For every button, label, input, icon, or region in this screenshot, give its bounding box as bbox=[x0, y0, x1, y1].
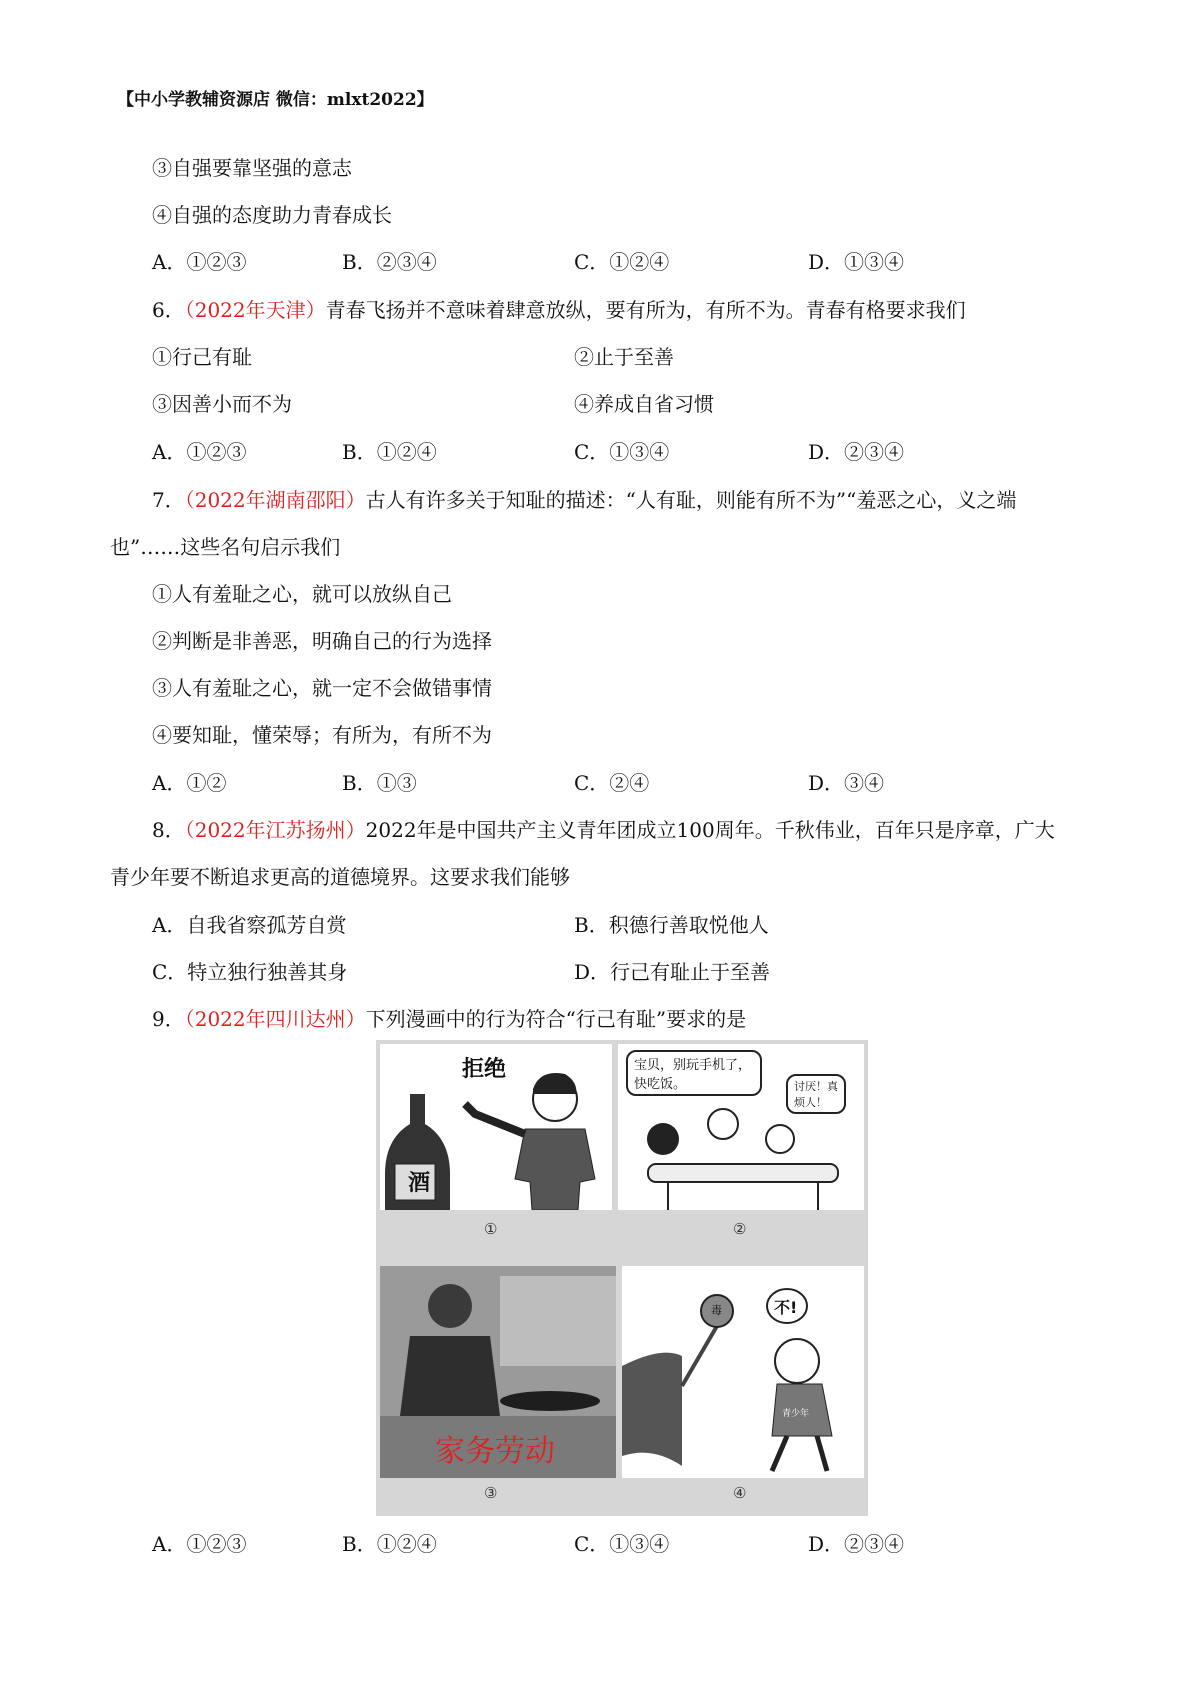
panel-label-4: ④ bbox=[733, 1484, 747, 1502]
q7-option-c: C．②④ bbox=[574, 771, 650, 795]
teen-shirt-label: 青少年 bbox=[782, 1409, 810, 1419]
q7-item-4: ④要知耻，懂荣辱；有所为，有所不为 bbox=[152, 723, 492, 747]
parent-speech-bubble: 宝贝，别玩手机了，快吃饭。 bbox=[626, 1050, 762, 1096]
refuse-drugs-illustration bbox=[622, 1266, 864, 1478]
q6-option-d: D．②③④ bbox=[808, 440, 905, 464]
q6-option-a: A．①②③ bbox=[152, 440, 247, 464]
q9-option-c: C．①③④ bbox=[574, 1532, 670, 1556]
q9-number: 9． bbox=[152, 1007, 185, 1031]
q8-stem-1: 2022年是中国共产主义青年团成立100周年。千秋伟业，百年只是序章，广大 bbox=[365, 818, 1055, 842]
q6-source: （2022年天津） bbox=[184, 298, 326, 322]
comic-panel-2 bbox=[618, 1044, 864, 1210]
q6-item-4: ④养成自省习惯 bbox=[574, 392, 714, 416]
q6-item-3: ③因善小而不为 bbox=[152, 392, 292, 416]
q7-stem-1: 古人有许多关于知耻的描述：“人有耻，则能有所不为”“羞恶之心，义之端 bbox=[365, 488, 1017, 512]
q6-item-2: ②止于至善 bbox=[574, 345, 674, 369]
panel-label-3: ③ bbox=[484, 1484, 498, 1502]
drug-bag-label: 毒 bbox=[711, 1304, 722, 1317]
q5-option-d: D．①③④ bbox=[808, 250, 905, 274]
q7-stem-line-1 bbox=[152, 486, 1016, 514]
q5-option-a: A．①②③ bbox=[152, 250, 247, 274]
q6-option-c: C．①③④ bbox=[574, 440, 670, 464]
comic-panel-3 bbox=[380, 1266, 616, 1478]
q6-item-1: ①行己有耻 bbox=[152, 345, 252, 369]
q7-option-a: A．①② bbox=[152, 771, 227, 795]
panel-label-2: ② bbox=[733, 1220, 747, 1238]
q5-option-b: B．②③④ bbox=[342, 250, 437, 274]
panel-label-1: ① bbox=[484, 1220, 498, 1238]
q8-stem-line-2: 青少年要不断追求更高的道德境界。这要求我们能够 bbox=[110, 865, 570, 889]
q8-stem-line-1 bbox=[152, 816, 1055, 844]
q7-item-2: ②判断是非善恶，明确自己的行为选择 bbox=[152, 629, 492, 653]
q7-option-b: B．①③ bbox=[342, 771, 417, 795]
q9-stem: 下列漫画中的行为符合“行己有耻”要求的是 bbox=[365, 1007, 747, 1031]
q8-option-b: B．积德行善取悦他人 bbox=[574, 913, 769, 937]
q6-number: 6． bbox=[152, 298, 185, 322]
q9-option-a: A．①②③ bbox=[152, 1532, 247, 1556]
refuse-text: 拒绝 bbox=[462, 1057, 507, 1082]
q8-number: 8． bbox=[152, 818, 185, 842]
q7-option-d: D．③④ bbox=[808, 771, 885, 795]
q9-option-d: D．②③④ bbox=[808, 1532, 905, 1556]
q8-option-d: D．行己有耻止于至善 bbox=[574, 960, 771, 984]
q6-stem-line bbox=[152, 296, 966, 324]
child-speech-bubble: 讨厌！真烦人！ bbox=[786, 1074, 846, 1114]
q6-option-b: B．①②④ bbox=[342, 440, 437, 464]
comic-figure bbox=[376, 1040, 868, 1516]
q8-source: （2022年江苏扬州） bbox=[184, 818, 366, 842]
wine-bottle-label: 酒 bbox=[408, 1170, 431, 1196]
q7-number: 7． bbox=[152, 488, 185, 512]
q9-option-b: B．①②④ bbox=[342, 1532, 437, 1556]
q5-option-c: C．①②④ bbox=[574, 250, 670, 274]
q6-stem: 青春飞扬并不意味着肆意放纵，要有所为，有所不为。青春有格要求我们 bbox=[325, 298, 966, 322]
q7-item-1: ①人有羞耻之心，就可以放纵自己 bbox=[152, 582, 452, 606]
header-watermark: 【中小学教辅资源店 微信：mlxt2022】 bbox=[117, 90, 434, 110]
housework-caption: 家务劳动 bbox=[435, 1434, 555, 1469]
q7-stem-line-2: 也”……这些名句启示我们 bbox=[110, 535, 341, 559]
q8-option-a: A．自我省察孤芳自赏 bbox=[152, 913, 347, 937]
q9-stem-line bbox=[152, 1005, 746, 1033]
refuse-no-text: 不! bbox=[774, 1298, 798, 1317]
q8-option-c: C．特立独行独善其身 bbox=[152, 960, 348, 984]
comic-panel-4 bbox=[622, 1266, 864, 1478]
q7-source: （2022年湖南邵阳） bbox=[184, 488, 366, 512]
q5-item-4: ④自强的态度助力青春成长 bbox=[152, 203, 392, 227]
q7-item-3: ③人有羞耻之心，就一定不会做错事情 bbox=[152, 676, 492, 700]
comic-panel-1 bbox=[380, 1044, 612, 1210]
q5-item-3: ③自强要靠坚强的意志 bbox=[152, 156, 352, 180]
family-dinner-illustration bbox=[618, 1044, 864, 1210]
q9-source: （2022年四川达州） bbox=[184, 1007, 366, 1031]
